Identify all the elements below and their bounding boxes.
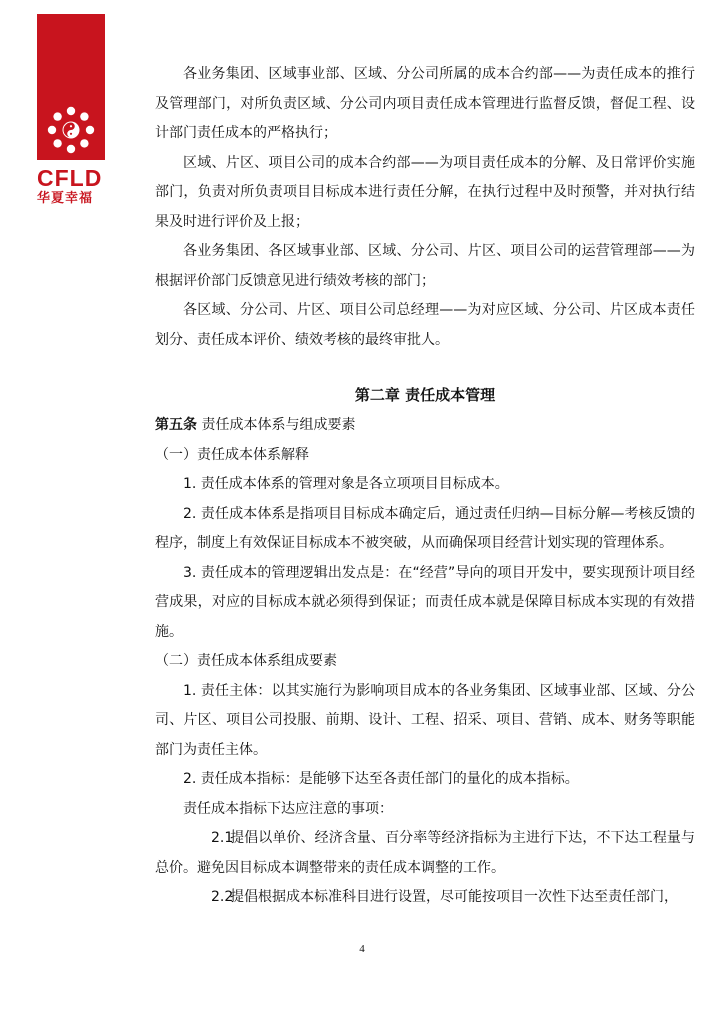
section-title: 责任成本体系组成要素 [197,653,337,669]
note-heading: 责任成本指标下达应注意的事项： [183,800,393,817]
paragraph: 各业务集团、区域事业部、区域、分公司所属的成本合约部——为责任成本的推行及管理部门，对所负责区域、分公司内项目责任成本管理进行监督反馈，督促工程、设计部门责任成本的严格执行； [155,66,695,141]
document-body [155,60,695,913]
article-number: 第五条 [155,417,197,433]
list-item: 1. 责任成本体系的管理对象是各立项项目目标成本。 [183,476,509,492]
list-item: 2. 责任成本体系是指项目目标成本确定后，通过责任归纳—目标分解—考核反馈的程序，制度上有效保证目标成本不被突破，从而确保项目经营计划实现的管理体系。 [155,505,695,551]
brand-name-en: CFLD [37,165,103,191]
article-heading [155,411,695,441]
article-title: 责任成本体系与组成要素 [201,417,356,433]
list-item: 1. 责任主体：以其实施行为影响项目成本的各业务集团、区域事业部、区域、分公司、片区、项目公司投服、前期、设计、工程、招采、项目、营销、成本、财务等职能部门为责任主体。 [155,682,695,758]
section-heading [155,647,695,677]
section-heading [155,441,695,471]
brand-logo [37,166,117,208]
section-number: （一） [155,446,197,463]
page-number: 4 [359,943,365,955]
item-text: 提倡根据成本标准科目进行设置，尽可能按项目一次性下达至责任部门， [230,889,678,905]
section-title: 责任成本体系解释 [197,446,309,463]
item-number: 2.2 [211,889,234,905]
item-number: 2.1 [211,830,234,846]
list-item: 3. 责任成本的管理逻辑出发点是：在“经营”导向的项目开发中，要实现预计项目经营成果，对应的目标成本就必须得到保证；而责任成本就是保障目标成本实现的有效措施。 [155,564,695,640]
chapter-title: 第二章 责任成本管理 [354,386,496,404]
logo-band [37,14,105,160]
flower-logo-icon [47,106,95,154]
item-text: 提倡以单价、经济含量、百分率等经济指标为主进行下达，不下达工程量与总价。避免因目标成本调整带来的责任成本调整的工作。 [155,830,695,876]
section-number: （二） [155,653,197,669]
brand-name-cn: 华夏幸福 [37,191,94,206]
paragraph: 区域、片区、项目公司的成本合约部——为项目责任成本的分解、及日常评价实施部门，负责对所负责项目目标成本进行责任分解，在执行过程中及时预警，并对执行结果及时进行评价及上报； [155,154,695,230]
paragraph: 各业务集团、各区域事业部、区域、分公司、片区、项目公司的运营管理部——为根据评价部门反馈意见进行绩效考核的部门； [155,243,695,289]
list-item: 2. 责任成本指标：是能够下达至各责任部门的量化的成本指标。 [183,771,579,787]
list-item [155,883,695,913]
list-item [155,824,695,883]
paragraph: 各区域、分公司、片区、项目公司总经理——为对应区域、分公司、片区成本责任划分、责任成本评价、绩效考核的最终审批人。 [155,302,695,348]
